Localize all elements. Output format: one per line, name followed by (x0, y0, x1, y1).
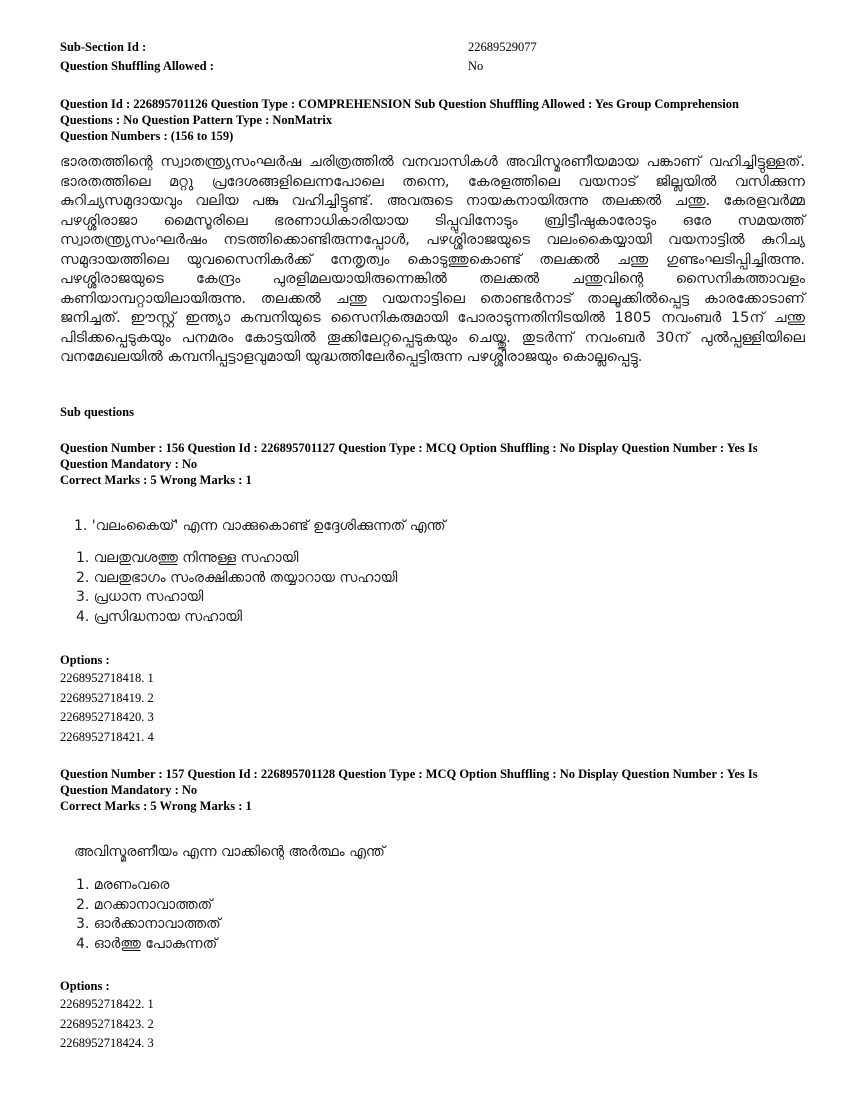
choice-item: 1. മരണംവരെ (76, 877, 170, 893)
comprehension-header-line2: Questions : No Question Pattern Type : NonMatrix (60, 113, 333, 127)
question-157-choices (76, 876, 221, 954)
question-157-header (60, 766, 800, 814)
comprehension-header (60, 96, 800, 144)
choice-item: 3. പ്രധാന സഹായി (76, 589, 204, 605)
choice-item: 1. വലതുവശത്തു നിന്നുള്ള സഹായി (76, 550, 299, 566)
comprehension-passage: ഭാരതത്തിന്റെ സ്വാതന്ത്ര്യസംഘർഷ ചരിത്രത്തിൽ വനവാസികൾ അവിസ്മരണീയമായ പങ്കാണ് വഹിച്ചിട്ടുള്ളത്. ഭാരതത്തിലെ മറ്റു പ്രദേശങ്ങളിലെന്നപോലെ തന്നെ, കേരളത്തിലെ വയനാട് ജില്ലയിൽ വസിക്കുന്ന കുറിച്യസമുദായവും വലിയ പങ്കു വഹിച്ചിട്ടുണ്ട്. അവരുടെ നായകനായിരുന്നു തലക്കൽ ചന്തു. കേരളവർമ്മ പഴശ്ശിരാജാ മൈസൂരിലെ ഭരണാധികാരിയായ ടിപ്പുവിനോടും ബ്രിട്ടീഷുകാരോടും ഒരേ സമയത്ത് സ്വാതന്ത്ര്യസംഘർഷം നടത്തിക്കൊണ്ടിരുന്നപ്പോൾ, പഴശ്ശിരാജയുടെ വലംകൈയ്യായി വയനാട്ടിൽ കുറിച്യ സമുദായത്തിലെ യുവസൈനികർക്ക് നേതൃത്വം കൊടുത്തുകൊണ്ട് തലക്കൽ ചന്തു ഗുണ്ടംഘടിപ്പിച്ചിരുന്നു. പഴശ്ശിരാജയുടെ കേന്ദ്രം പുരളിമലയായിരുന്നെങ്കിൽ തലക്കൽ ചന്തുവിന്റെ സൈനികത്താവളം കണിയാമ്പറ്റായിലായിരുന്നു. തലക്കൽ ചന്തു വയനാട്ടിലെ തൊണ്ടർനാട് താലൂക്കിൽപ്പെട്ട കാരക്കോടാണ് ജനിച്ചത്. ഈസ്റ്റ് ഇന്ത്യാ കമ്പനിയുടെ സൈനികരുമായി പോരാടുന്നതിനിടയിൽ 1805 നവംബർ 15ന് ചന്തു പിടിക്കപ്പെടുകയും പനമരം കോട്ടയിൽ തൂക്കിലേറ്റപ്പെടുകയും ചെയ്തു. തുടർന്ന് നവംബർ 30ന് പുൽപ്പള്ളിയിലെ വനമേഖലയിൽ കമ്പനിപ്പട്ടാളവുമായി യുദ്ധത്തിലേർപ്പെട്ടിരുന്ന പഴശ്ശിരാജയും കൊല്ലപ്പെട്ടു. (60, 153, 805, 365)
option-id: 2268952718422. 1 (60, 997, 154, 1011)
shuffling-value: No (468, 59, 484, 73)
question-marks: Correct Marks : 5 Wrong Marks : 1 (60, 799, 252, 813)
question-header-line2: Question Mandatory : No (60, 783, 198, 797)
question-156-header (60, 440, 800, 488)
choice-item: 2. മറക്കാനാവാത്തത് (76, 896, 213, 913)
question-157-stem: അവിസ്മരണീയം എന്ന വാക്കിന്റെ അർത്ഥം എന്ത് (74, 844, 385, 860)
question-156-stem: 1. 'വലംകൈയ്' എന്ന വാക്കുകൊണ്ട് ഉദ്ദേശിക്കുന്നത് എന്ത് (74, 518, 446, 534)
option-id: 2268952718418. 1 (60, 671, 154, 685)
question-header-line1: Question Number : 156 Question Id : 226895701127 Question Type : MCQ Option Shuffling : No Display Question Number : Yes Is (60, 441, 758, 455)
question-numbers: Question Numbers : (156 to 159) (60, 129, 234, 143)
choice-item: 4. ഓർത്തു പോകുന്നത് (76, 935, 218, 952)
question-157-option-ids (60, 995, 154, 1054)
choice-item: 3. ഓർക്കാനാവാത്തത് (76, 916, 221, 932)
option-id: 2268952718424. 3 (60, 1036, 154, 1050)
sub-section-label: Sub-Section Id : (60, 40, 147, 54)
sub-section-value: 22689529077 (468, 40, 537, 54)
question-156-choices (76, 549, 397, 627)
option-id: 2268952718419. 2 (60, 690, 154, 705)
question-156-option-ids (60, 669, 154, 747)
choice-item: 2. വലതുഭാഗം സംരക്ഷിക്കാൻ തയ്യാറായ സഹായി (76, 569, 398, 586)
option-id: 2268952718421. 4 (60, 729, 154, 744)
shuffling-label: Question Shuffling Allowed : (60, 59, 214, 73)
options-label: Options : (60, 979, 110, 993)
choice-item: 4. പ്രസിദ്ധനായ സഹായി (76, 608, 243, 625)
sub-questions-label: Sub questions (60, 405, 134, 419)
options-label: Options : (60, 653, 110, 667)
question-header-line2: Question Mandatory : No (60, 457, 198, 471)
comprehension-header-line1: Question Id : 226895701126 Question Type : COMPREHENSION Sub Question Shuffling Allowed : Yes Group Comprehension (60, 97, 739, 111)
option-id: 2268952718423. 2 (60, 1016, 154, 1031)
question-header-line1: Question Number : 157 Question Id : 226895701128 Question Type : MCQ Option Shuffling : No Display Question Number : Yes Is (60, 767, 758, 781)
question-marks: Correct Marks : 5 Wrong Marks : 1 (60, 473, 252, 487)
option-id: 2268952718420. 3 (60, 710, 154, 724)
